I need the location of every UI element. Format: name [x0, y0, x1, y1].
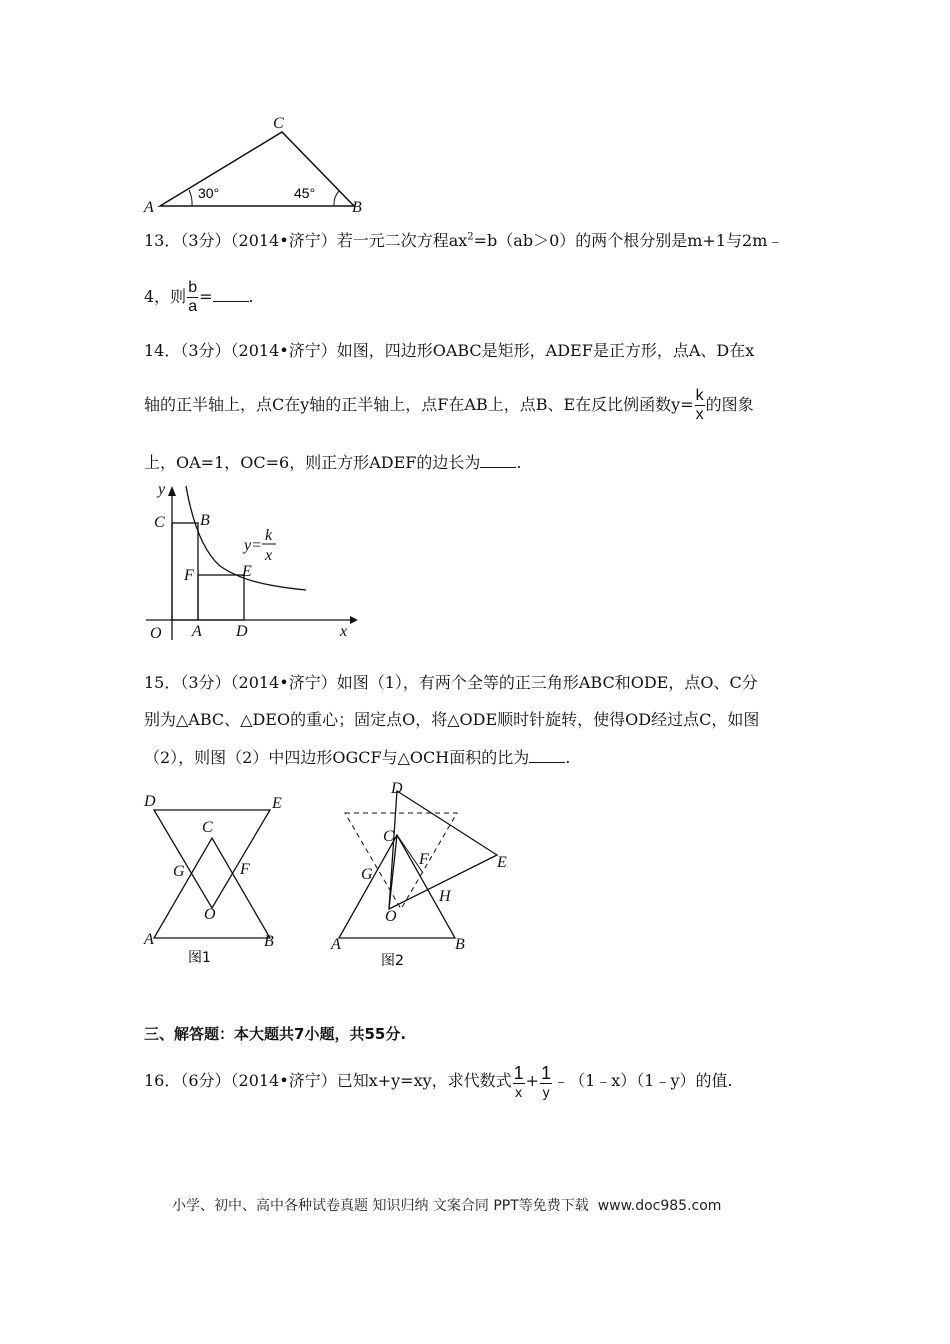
figure-2 — [325, 775, 525, 975]
fig1-f-label: F — [240, 861, 250, 878]
fig2-h-label: H — [439, 888, 451, 905]
fig2-o-label: O — [385, 908, 397, 925]
fig2-e-label: E — [497, 854, 507, 871]
x-axis-label: x — [340, 623, 348, 640]
point-a-label: A — [192, 623, 202, 640]
q15-line1: 15．（3分）（2014•济宁）如图（1），有两个全等的正三角形ABC和ODE，点O、C分 — [144, 673, 758, 692]
fig2-c-label: C — [383, 828, 394, 845]
angle-a-arc — [189, 190, 192, 206]
fig1-c-label: C — [202, 819, 213, 836]
fig2-f-label: F — [419, 851, 429, 868]
fig2-caption: 图2 — [381, 953, 404, 969]
triangle-abc — [154, 838, 270, 938]
fig1-o-label: O — [204, 906, 216, 923]
point-b-label: B — [200, 512, 210, 529]
y-axis-arrow — [168, 486, 176, 496]
vertex-b-label: B — [352, 199, 362, 216]
q16-fraction-2: $\frac{1}{y}$ — [541, 1063, 552, 1100]
equation-x-label: x — [265, 547, 273, 564]
q15-line2: 别为△ABC、△DEO的重心；固定点O，将△ODE顺时针旋转，使得OD经过点C，如图 — [144, 710, 760, 729]
q15-line3: （2），则图（2）中四边形OGCF与△OCH面积的比为 . — [144, 748, 571, 767]
point-e-label: E — [242, 563, 252, 580]
fig2-a-label: A — [331, 936, 341, 953]
hyperbola-graph-figure — [140, 480, 370, 650]
q13-line2: 4，则 $\frac{b}{a}$ = . — [144, 279, 254, 315]
x-axis-arrow — [350, 616, 358, 624]
origin-label: O — [150, 625, 162, 642]
point-c-label: C — [154, 514, 165, 531]
q14-line2: 轴的正半轴上，点C在y轴的正半轴上，点F在AB上，点B、E在反比例函数y= $\frac{k}{x}$ 的图象 — [144, 387, 754, 423]
fig1-b-label: B — [264, 933, 274, 950]
q14-line1: 14．（3分）（2014•济宁）如图，四边形OABC是矩形，ADEF是正方形，点A、D在x — [144, 341, 755, 360]
equation-y-label: y= — [244, 537, 262, 554]
fig1-d-label: D — [144, 793, 156, 810]
angle-b-label: 45° — [294, 185, 316, 201]
q14-answer-blank[interactable] — [480, 467, 516, 468]
y-axis-label: y — [158, 481, 166, 498]
fig2-d-label: D — [391, 780, 403, 797]
q14-fraction: $\frac{k}{x}$ — [695, 387, 704, 423]
fig2-b-label: B — [455, 936, 465, 953]
q13-fraction: $\frac{b}{a}$ — [188, 279, 198, 315]
vertex-c-label: C — [273, 115, 284, 132]
q13-line1: 13．（3分）（2014•济宁）若一元二次方程$ax^2=b(ab>0)$的两个根分别是m+1与2m﹣ — [144, 231, 784, 250]
angle-a-label: 30° — [198, 185, 220, 201]
fig1-caption: 图1 — [188, 950, 211, 966]
q13-answer-blank[interactable] — [213, 301, 249, 302]
point-d-label: D — [236, 623, 248, 640]
triangle-abc — [339, 835, 455, 938]
triangle-abc — [160, 132, 354, 206]
fig1-e-label: E — [272, 795, 282, 812]
page-footer: 小学、初中、高中各种试卷真题 知识归纳 文案合同 PPT等免费下载 www.doc985.com — [172, 1198, 722, 1214]
vertex-a-label: A — [144, 199, 154, 216]
triangle-figure — [140, 110, 380, 220]
equation-k-label: k — [265, 527, 273, 544]
figure-1 — [140, 790, 300, 980]
q15-answer-blank[interactable] — [529, 762, 565, 763]
section-3-title: 三、解答题：本大题共7小题，共55分. — [144, 1025, 407, 1043]
fig1-g-label: G — [173, 863, 185, 880]
q16-line: 16．（6分）（2014•济宁）已知x+y=xy，求代数式 $\frac{1}{x}$ + $\frac{1}{y}$ ﹣（1﹣x）（1﹣y）的值. — [144, 1063, 733, 1100]
angle-b-arc — [334, 191, 339, 206]
fig1-a-label: A — [144, 931, 154, 948]
q14-line3: 上，OA=1，OC=6，则正方形ADEF的边长为 . — [144, 453, 522, 472]
point-f-label: F — [184, 567, 194, 584]
square-adef — [198, 575, 244, 620]
footer-url[interactable]: www.doc985.com — [597, 1198, 722, 1214]
q16-fraction-1: $\frac{1}{x}$ — [513, 1063, 524, 1100]
fig2-g-label: G — [361, 866, 373, 883]
